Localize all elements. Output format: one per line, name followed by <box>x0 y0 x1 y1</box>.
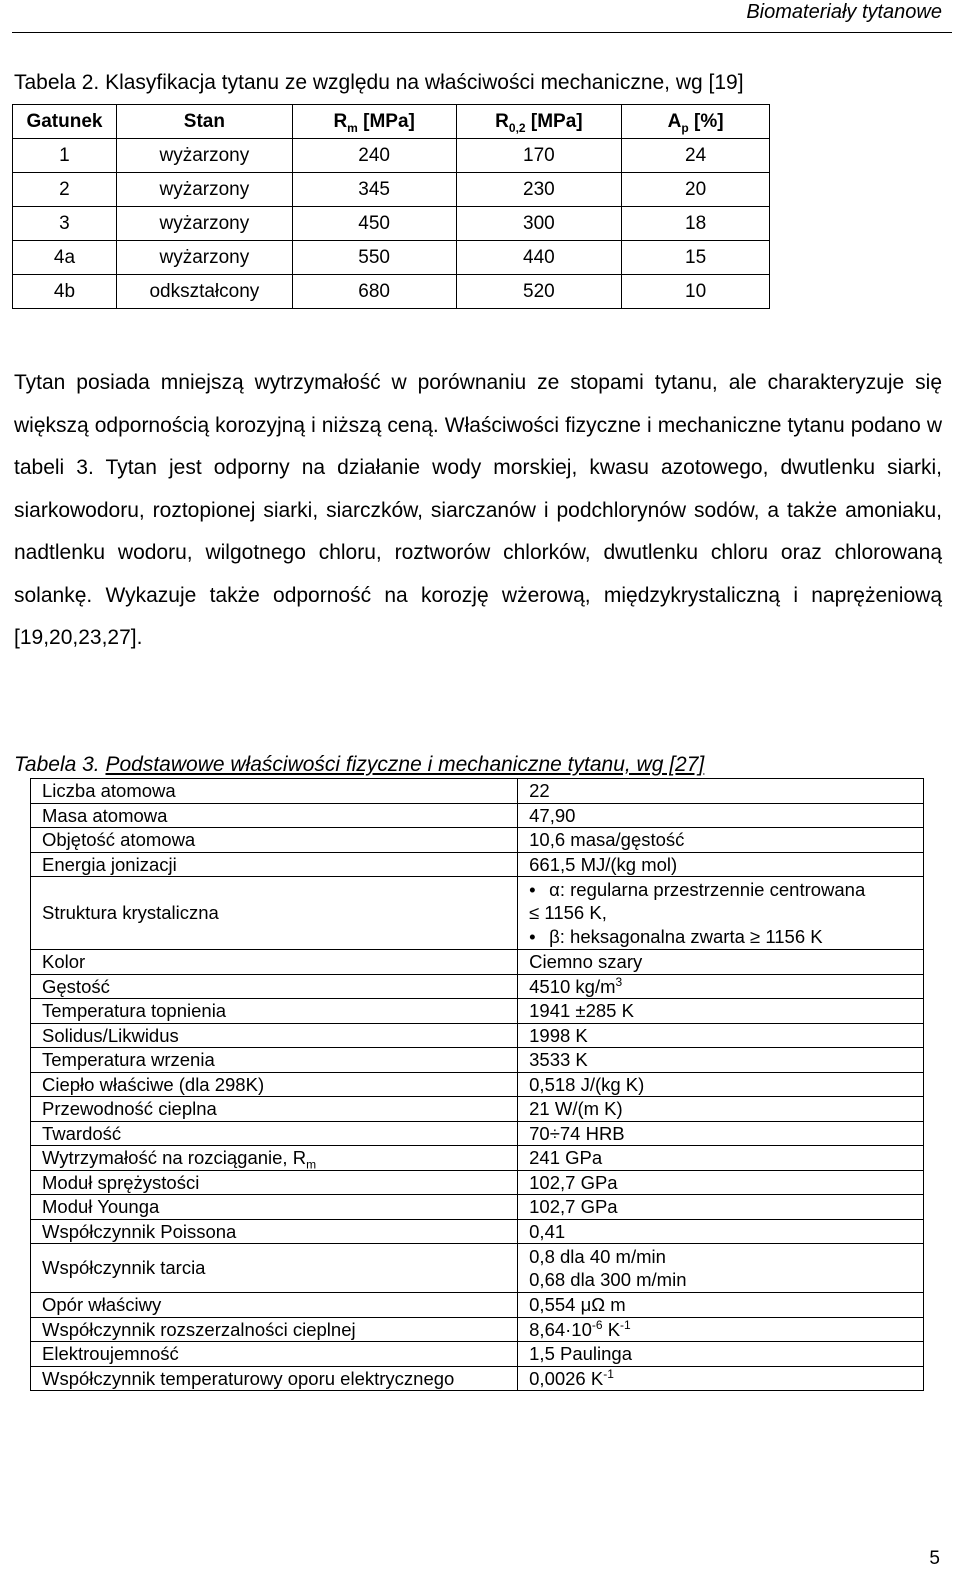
property-value <box>518 1366 924 1391</box>
table-row <box>31 877 924 950</box>
alpha-phase-limit: ≤ 1156 K, <box>529 902 607 924</box>
cell-gatunek: 3 <box>13 207 117 241</box>
property-name: Kolor <box>31 950 518 975</box>
table2-header-row <box>13 105 770 139</box>
expansion-exponent: -6 <box>591 1317 603 1332</box>
running-header-title: Biomateriały tytanowe <box>746 1 942 23</box>
table2-mechanical-classification <box>12 104 770 309</box>
expansion-mantissa: 8,64·10 <box>529 1318 592 1340</box>
cell-rm: 680 <box>292 275 456 309</box>
table-row <box>31 779 924 804</box>
property-value: 0,554 μΩ m <box>518 1293 924 1318</box>
tensile-strength-subscript: m <box>306 1157 317 1172</box>
cell-gatunek: 4a <box>13 241 117 275</box>
cell-gatunek: 1 <box>13 139 117 173</box>
ap-unit: [%] <box>688 110 724 132</box>
cell-ap: 24 <box>622 139 770 173</box>
property-value: 1941 ±285 K <box>518 999 924 1024</box>
density-exponent: 3 <box>615 974 623 989</box>
r02-symbol: R <box>495 110 509 132</box>
table-row <box>13 275 770 309</box>
property-value: 3533 K <box>518 1048 924 1073</box>
cell-rm: 550 <box>292 241 456 275</box>
friction-line-1: 0,8 dla 40 m/min <box>529 1245 666 1267</box>
property-value: 47,90 <box>518 803 924 828</box>
table-row <box>31 1366 924 1391</box>
table2-caption-text: Klasyfikacja tytanu ze względu na właściwości mechaniczne, wg [19] <box>105 71 744 94</box>
body-paragraph: Tytan posiada mniejszą wytrzymałość w porównaniu ze stopami tytanu, ale charakteryzuje się większą odpornością korozyjną i niższą ceną. Właściwości fizyczne i mechaniczne tytanu podano w tabeli 3. Tytan jest odporny na działanie wody morskiej, kwasu azotowego, dwutlenku siarki, siarkowodoru, roztopionej siarki, siarczków, siarczanów i podchlorynów sodów, a także amoniaku, nadtlenku wodoru, wilgotnego chloru, roztworów chlorków, dwutlenku chloru oraz chlorowaną solankę. Wykazuje także odporność na korozję wżerową, międzykrystaliczną i naprężeniową [19,20,23,27]. <box>14 371 942 649</box>
r02-unit: [MPa] <box>525 110 583 132</box>
property-name: Temperatura wrzenia <box>31 1048 518 1073</box>
bullet-icon: • <box>529 878 536 900</box>
property-name: Liczba atomowa <box>31 779 518 804</box>
page-number: 5 <box>929 1548 940 1569</box>
table2-header-rm <box>292 105 456 139</box>
alpha-phase-line <box>529 878 923 902</box>
property-value: 1998 K <box>518 1023 924 1048</box>
alpha-phase-text: α: regularna przestrzennie centrowana <box>549 878 866 900</box>
cell-stan: wyżarzony <box>116 173 292 207</box>
tensile-strength-label: Wytrzymałość na rozciąganie, R <box>42 1147 307 1168</box>
property-value: 241 GPa <box>518 1146 924 1171</box>
property-name: Opór właściwy <box>31 1293 518 1318</box>
cell-ap: 18 <box>622 207 770 241</box>
property-name: Solidus/Likwidus <box>31 1023 518 1048</box>
table2-header-ap <box>622 105 770 139</box>
cell-stan: wyżarzony <box>116 241 292 275</box>
property-value <box>518 974 924 999</box>
table-row <box>31 999 924 1024</box>
table-row <box>31 1317 924 1342</box>
table-row <box>13 173 770 207</box>
table2-header-stan: Stan <box>116 105 292 139</box>
cell-r02: 440 <box>456 241 622 275</box>
table2-caption <box>14 70 744 96</box>
cell-r02: 170 <box>456 139 622 173</box>
table-row <box>31 1121 924 1146</box>
property-name: Moduł sprężystości <box>31 1170 518 1195</box>
property-name: Masa atomowa <box>31 803 518 828</box>
property-name: Struktura krystaliczna <box>31 877 518 950</box>
temp-coefficient-value: 0,0026 K <box>529 1367 604 1389</box>
table3-caption <box>14 752 704 778</box>
property-value: 22 <box>518 779 924 804</box>
friction-line-2: 0,68 dla 300 m/min <box>529 1269 687 1290</box>
table3-physical-properties <box>30 778 924 1391</box>
cell-ap: 15 <box>622 241 770 275</box>
rm-unit: [MPa] <box>357 110 415 132</box>
table-row <box>13 207 770 241</box>
table-row <box>31 1244 924 1293</box>
property-name <box>31 1146 518 1171</box>
table-row <box>31 1219 924 1244</box>
property-name: Energia jonizacji <box>31 852 518 877</box>
rm-subscript: m <box>347 120 358 135</box>
cell-r02: 520 <box>456 275 622 309</box>
property-value: 0,41 <box>518 1219 924 1244</box>
cell-stan: odkształcony <box>116 275 292 309</box>
property-name: Ciepło właściwe (dla 298K) <box>31 1072 518 1097</box>
rm-symbol: R <box>333 110 348 132</box>
table-row <box>31 1170 924 1195</box>
cell-rm: 345 <box>292 173 456 207</box>
property-name: Temperatura topnienia <box>31 999 518 1024</box>
cell-rm: 240 <box>292 139 456 173</box>
table2-caption-label: Tabela 2. <box>14 71 100 94</box>
cell-rm: 450 <box>292 207 456 241</box>
r02-subscript: 0,2 <box>508 120 526 135</box>
property-name: Moduł Younga <box>31 1195 518 1220</box>
cell-ap: 10 <box>622 275 770 309</box>
cell-gatunek: 2 <box>13 173 117 207</box>
beta-phase-text: β: heksagonalna zwarta ≥ 1156 K <box>549 925 823 947</box>
property-value: 661,5 MJ/(kg mol) <box>518 852 924 877</box>
property-value: 0,518 J/(kg K) <box>518 1072 924 1097</box>
table2-header-gatunek: Gatunek <box>13 105 117 139</box>
table2-header-r02 <box>456 105 622 139</box>
property-name: Współczynnik tarcia <box>31 1244 518 1293</box>
table-row <box>31 1293 924 1318</box>
property-name: Współczynnik temperaturowy oporu elektrycznego <box>31 1366 518 1391</box>
property-name: Przewodność cieplna <box>31 1097 518 1122</box>
property-value: 10,6 masa/gęstość <box>518 828 924 853</box>
property-value: 1,5 Paulinga <box>518 1342 924 1367</box>
table-row <box>31 974 924 999</box>
table-row <box>13 139 770 173</box>
cell-r02: 300 <box>456 207 622 241</box>
table-row <box>31 1146 924 1171</box>
property-name: Objętość atomowa <box>31 828 518 853</box>
ap-subscript: p <box>681 120 689 135</box>
cell-ap: 20 <box>622 173 770 207</box>
table-row <box>31 1342 924 1367</box>
beta-phase-line <box>529 925 923 949</box>
property-value <box>518 1244 924 1293</box>
table-row <box>31 1072 924 1097</box>
property-value <box>518 1317 924 1342</box>
property-name: Gęstość <box>31 974 518 999</box>
table-row <box>31 1097 924 1122</box>
property-value: 70÷74 HRB <box>518 1121 924 1146</box>
table-row <box>31 1023 924 1048</box>
property-value: 102,7 GPa <box>518 1195 924 1220</box>
property-value: 21 W/(m K) <box>518 1097 924 1122</box>
property-name: Twardość <box>31 1121 518 1146</box>
cell-stan: wyżarzony <box>116 139 292 173</box>
property-value: Ciemno szary <box>518 950 924 975</box>
density-value: 4510 kg/m <box>529 975 616 997</box>
table-row <box>31 1048 924 1073</box>
table-row <box>31 950 924 975</box>
cell-r02: 230 <box>456 173 622 207</box>
property-value <box>518 877 924 950</box>
expansion-unit-exponent: -1 <box>620 1317 631 1332</box>
table-row <box>31 828 924 853</box>
table-row <box>31 803 924 828</box>
table-row <box>31 852 924 877</box>
header-divider <box>12 32 952 33</box>
cell-stan: wyżarzony <box>116 207 292 241</box>
property-value: 102,7 GPa <box>518 1170 924 1195</box>
bullet-icon: • <box>529 925 536 947</box>
property-name: Współczynnik rozszerzalności cieplnej <box>31 1317 518 1342</box>
table-row <box>31 1195 924 1220</box>
table3-caption-text: Podstawowe właściwości fizyczne i mechaniczne tytanu, wg [27] <box>105 753 705 776</box>
cell-gatunek: 4b <box>13 275 117 309</box>
ap-symbol: A <box>667 110 682 132</box>
expansion-unit: K <box>602 1318 621 1340</box>
table3-caption-label: Tabela 3. <box>14 753 100 776</box>
property-name: Elektroujemność <box>31 1342 518 1367</box>
table-row <box>13 241 770 275</box>
property-name: Współczynnik Poissona <box>31 1219 518 1244</box>
temp-coefficient-exponent: -1 <box>603 1366 614 1381</box>
